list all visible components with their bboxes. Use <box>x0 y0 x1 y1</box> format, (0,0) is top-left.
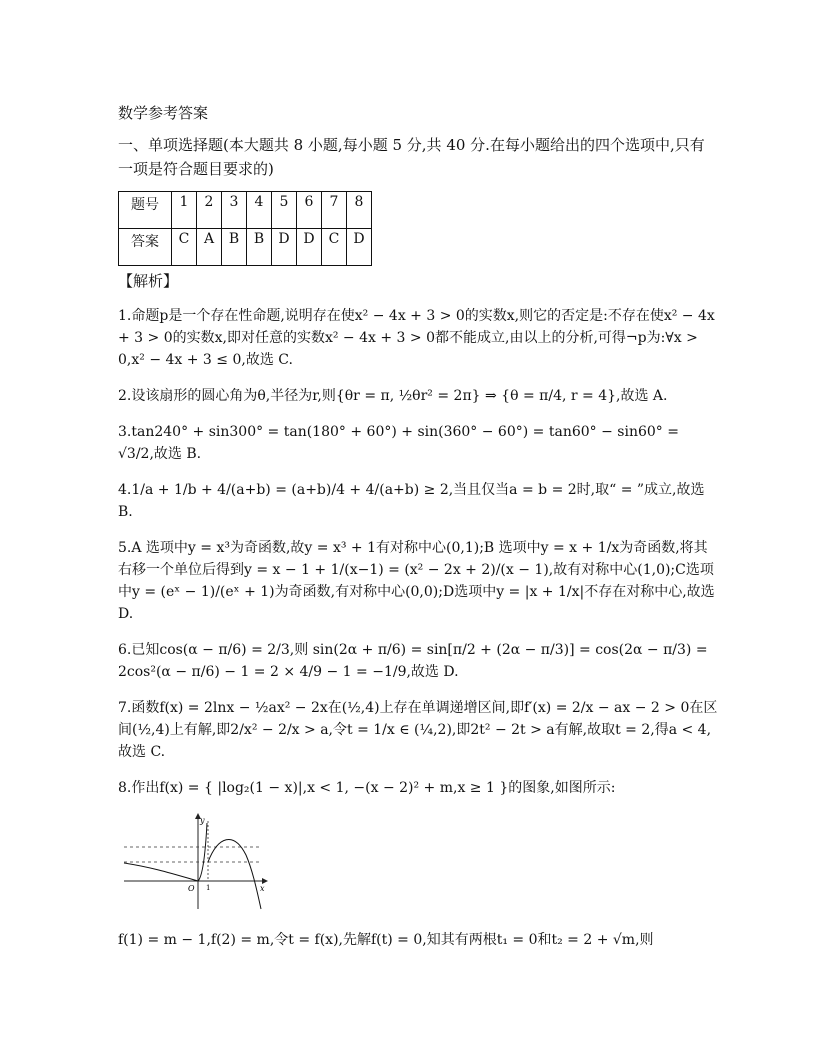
solution-8: 8.作出f(x) = { |log₂(1 − x)|,x < 1, −(x − 2)² + m,x ≥ 1 }的图象,如图所示: <box>118 780 616 796</box>
doc-title: 数学参考答案 <box>118 104 209 122</box>
question-number: 6 <box>297 192 322 229</box>
answer-page <box>118 96 718 951</box>
solution-6: 6.已知cos(α − π/6) = 2/3,则 sin(2α + π/6) = sin[π/2 + (2α − π/3)] = cos(2α − π/3) = 2cos²(α − π/6) − 1 = 2 × 4/9 − 1 = −1/9,故选 D. <box>118 642 708 680</box>
question-number: 2 <box>197 192 222 229</box>
analysis-heading: 【解析】 <box>118 272 179 290</box>
section-heading: 一、单项选择题(本大题共 8 小题,每小题 5 分,共 40 分.在每小题给出的四个选项中,只有一项是符合题目要求的) <box>118 136 705 178</box>
answer-cell: A <box>197 229 222 266</box>
origin-label: O <box>188 884 195 893</box>
log-branch <box>124 823 207 881</box>
solution-5: 5.A 选项中y = x³为奇函数,故y = x³ + 1有对称中心(0,1);B 选项中y = x + 1/x为奇函数,将其右移一个单位后得到y = x − 1 + 1/(x−1) = (x² − 2x + 2)/(x − 1),故有对称中心(1,0);C选项中y = (eˣ − 1)/(eˣ + 1)为奇函数,有对称中心(0,0);D选项中y = |x + 1/x|不存在对称中心,故选D. <box>118 540 715 622</box>
solution-1: 1.命题p是一个存在性命题,说明存在使x² − 4x + 3 > 0的实数x,则它的否定是:不存在使x² − 4x + 3 > 0的实数x,即对任意的实数x² − 4x + 3 > 0都不能成立,由以上的分析,可得¬p为:∀x > 0,x² − 4x + 3 ≤ 0,故选 C. <box>118 308 715 368</box>
row-head: 答案 <box>119 229 172 266</box>
x-label: x <box>260 884 265 893</box>
solution-4: 4.1/a + 1/b + 4/(a+b) = (a+b)/4 + 4/(a+b) ≥ 2,当且仅当a = b = 2时,取“ = ”成立,故选 B. <box>118 482 705 520</box>
tick-label-one: 1 <box>206 884 211 892</box>
table-row <box>119 192 372 229</box>
parabola-branch <box>208 839 261 909</box>
question-number: 8 <box>347 192 372 229</box>
answer-cell: B <box>247 229 272 266</box>
answer-cell: D <box>297 229 322 266</box>
question-number: 4 <box>247 192 272 229</box>
function-graph <box>122 811 718 915</box>
answer-table <box>118 191 372 266</box>
answer-cell: C <box>322 229 347 266</box>
solution-7: 7.函数f(x) = 2lnx − ½ax² − 2x在(½,4)上存在单调递增区间,即f′(x) = 2/x − ax − 2 > 0在区间(½,4)上有解,即2/x² − 2/x > a,令t = 1/x ∈ (¼,2),即2t² − 2t > a有解,故取t = 2,得a < 4,故选 C. <box>118 700 718 760</box>
answer-cell: C <box>172 229 197 266</box>
question-number: 3 <box>222 192 247 229</box>
answer-cell: B <box>222 229 247 266</box>
answer-cell: D <box>347 229 372 266</box>
question-number: 7 <box>322 192 347 229</box>
graph-svg <box>122 811 272 911</box>
row-head: 题号 <box>119 192 172 229</box>
question-number: 5 <box>272 192 297 229</box>
solution-2: 2.设该扇形的圆心角为θ,半径为r,则{θr = π, ½θr² = 2π} ⇒ {θ = π/4, r = 4},故选 A. <box>118 388 668 404</box>
answer-cell: D <box>272 229 297 266</box>
table-row <box>119 229 372 266</box>
solution-8-continued: f(1) = m − 1,f(2) = m,令t = f(x),先解f(t) = 0,知其有两根t₁ = 0和t₂ = 2 + √m,则 <box>118 932 654 948</box>
question-number: 1 <box>172 192 197 229</box>
y-label: y <box>200 816 205 825</box>
solution-3: 3.tan240° + sin300° = tan(180° + 60°) + sin(360° − 60°) = tan60° − sin60° = √3/2,故选 B. <box>118 424 679 462</box>
